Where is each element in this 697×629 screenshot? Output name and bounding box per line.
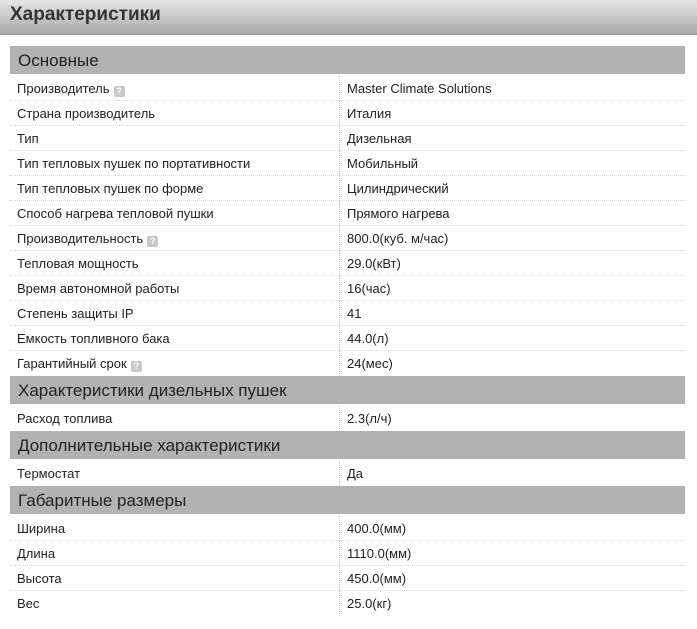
- spec-name-cell: [10, 326, 340, 351]
- section-header: Дополнительные характеристики: [10, 431, 685, 459]
- spec-value: 16(час): [340, 276, 685, 301]
- spec-value: 41: [340, 301, 685, 326]
- help-icon[interactable]: ?: [131, 361, 142, 372]
- spec-row: [10, 276, 685, 301]
- spec-name: Производительность: [17, 231, 144, 246]
- spec-row: [10, 126, 685, 151]
- page-title: Характеристики: [10, 4, 161, 25]
- spec-name-cell: [10, 541, 340, 566]
- spec-name-cell: [10, 301, 340, 326]
- spec-name-cell: [10, 226, 340, 251]
- spec-row: [10, 101, 685, 126]
- section-header: Габаритные размеры: [10, 486, 685, 514]
- spec-value: Прямого нагрева: [340, 201, 685, 226]
- spec-row: [10, 351, 685, 376]
- help-icon[interactable]: ?: [114, 86, 125, 97]
- spec-value: 800.0(куб. м/час): [340, 226, 685, 251]
- spec-name-cell: [10, 566, 340, 591]
- spec-row: [10, 176, 685, 201]
- spec-value: 2.3(л/ч): [347, 411, 392, 426]
- spec-name: Высота: [17, 571, 62, 586]
- spec-name: Емкость топливного бака: [17, 331, 170, 346]
- spec-value: Дизельная: [340, 126, 685, 151]
- spec-row: [10, 516, 685, 541]
- spec-value: 44.0(л): [340, 326, 685, 351]
- spec-name: Длина: [17, 546, 56, 561]
- spec-name: Время автономной работы: [17, 281, 180, 296]
- spec-name-cell: [10, 351, 340, 376]
- spec-row: [10, 151, 685, 176]
- spec-row: [10, 201, 685, 226]
- spec-row: [10, 76, 685, 101]
- spec-value: Мобильный: [340, 151, 685, 176]
- spec-name: Термостат: [17, 466, 81, 481]
- spec-row: [10, 326, 685, 351]
- spec-name: Степень защиты IP: [17, 306, 134, 321]
- spec-value: 24(мес): [347, 356, 393, 371]
- spec-value: Цилиндрический: [340, 176, 685, 201]
- spec-row: [10, 406, 685, 431]
- spec-name-cell: [10, 461, 340, 486]
- spec-name: Гарантийный срок: [17, 356, 127, 371]
- spec-name: Ширина: [17, 521, 66, 536]
- spec-row: [10, 461, 685, 486]
- spec-name-cell: [10, 516, 340, 541]
- spec-name-cell: [10, 76, 340, 101]
- spec-name: Тип: [17, 131, 39, 146]
- spec-name: Тип тепловых пушек по портативности: [17, 156, 251, 171]
- spec-value: 25.0(кг): [347, 596, 392, 611]
- spec-value: Италия: [340, 101, 685, 126]
- spec-name: Вес: [17, 596, 40, 611]
- spec-value: Да: [347, 466, 364, 481]
- spec-name-cell: [10, 176, 340, 201]
- spec-name-cell: [10, 201, 340, 226]
- section-header: Характеристики дизельных пушек: [10, 376, 685, 404]
- spec-name-cell: [10, 276, 340, 301]
- section-header: Основные: [10, 46, 685, 74]
- spec-row: [10, 301, 685, 326]
- spec-name-cell: [10, 126, 340, 151]
- spec-row: [10, 251, 685, 276]
- spec-name-cell: [10, 591, 340, 616]
- spec-name-cell: [10, 406, 340, 431]
- specs-table: [10, 46, 685, 616]
- spec-row: [10, 226, 685, 251]
- spec-name: Расход топлива: [17, 411, 113, 426]
- spec-name: Тепловая мощность: [17, 256, 139, 271]
- spec-value: 29.0(кВт): [340, 251, 685, 276]
- help-icon[interactable]: ?: [147, 236, 158, 247]
- spec-name-cell: [10, 251, 340, 276]
- spec-name: Способ нагрева тепловой пушки: [17, 206, 214, 221]
- spec-value: 400.0(мм): [340, 516, 685, 541]
- spec-value: Master Climate Solutions: [340, 76, 685, 101]
- spec-value: 1110.0(мм): [340, 541, 685, 566]
- spec-name: Страна производитель: [17, 106, 156, 121]
- spec-name: Производитель: [17, 81, 110, 96]
- spec-name-cell: [10, 151, 340, 176]
- spec-row: [10, 541, 685, 566]
- page-header: [0, 0, 697, 35]
- spec-name: Тип тепловых пушек по форме: [17, 181, 204, 196]
- spec-name-cell: [10, 101, 340, 126]
- spec-row: [10, 566, 685, 591]
- spec-value: 450.0(мм): [340, 566, 685, 591]
- spec-row: [10, 591, 685, 616]
